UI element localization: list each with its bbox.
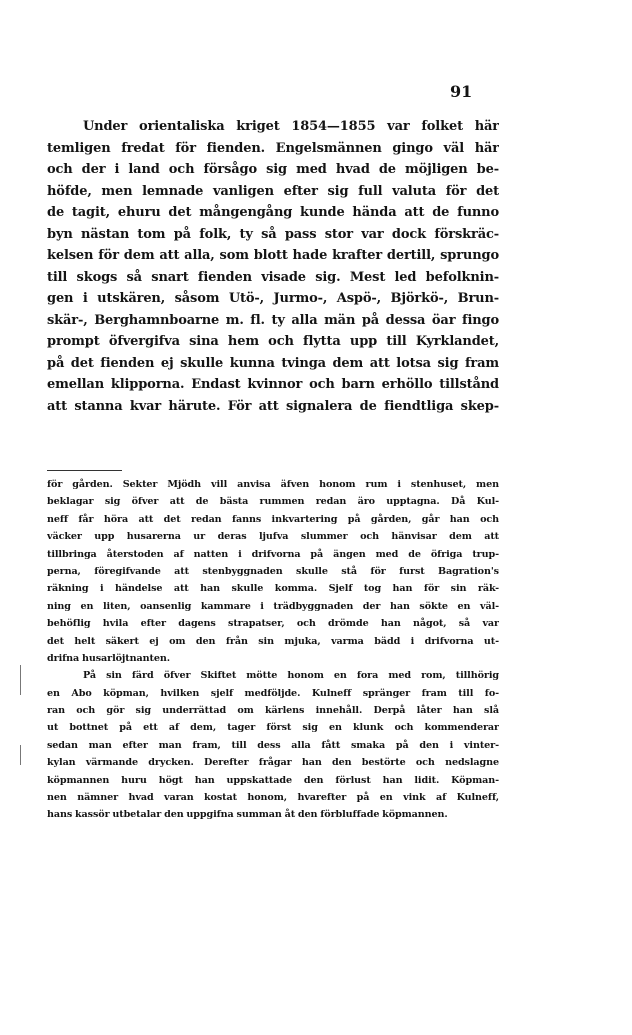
text-line: prompt öfvergifva sina hem och flytta upp till Kyrklandet,	[47, 334, 499, 349]
footnote-line: nen nämner hvad varan kostat honom, hvarefter på en vink af Kulneff,	[47, 792, 499, 804]
footnote-rule	[47, 470, 122, 471]
footnote-line: kylan värmande drycken. Derefter frågar han den bestörte och nedslagne	[47, 757, 499, 769]
text-line: Under orientaliska kriget 1854—1855 var folket här	[83, 119, 499, 134]
margin-mark	[20, 665, 21, 695]
text-line: byn nästan tom på folk, ty så pass stor var dock förskräc-	[47, 226, 499, 242]
footnote-line: köpmannen huru högt han uppskattade den förlust han lidit. Köpman-	[47, 774, 499, 786]
text-line: på det fienden ej skulle kunna tvinga dem att lotsa sig fram	[47, 355, 499, 371]
text-line: de tagit, ehuru det mångengång kunde hända att de funno	[47, 205, 499, 220]
footnote-line: På sin färd öfver Skiftet mötte honom en fora med rom, tillhörig	[83, 670, 499, 682]
footnote-line: tillbringa återstoden af natten i drifvorna på ängen med de öfriga trup-	[47, 548, 499, 560]
footnote-line: drifna husarlöjtnanten.	[47, 652, 170, 664]
footnote-line: ran och gör sig underrättad om kärlens innehåll. Derpå låter han slå	[47, 705, 499, 717]
page-number: 91	[450, 82, 473, 101]
footnote-line: för gården. Sekter Mjödh vill anvisa äfven honom rum i stenhuset, men	[47, 479, 499, 490]
footnote-line: det helt säkert ej om den från sin mjuka, varma bädd i drifvorna ut-	[47, 635, 499, 647]
main-text	[47, 116, 499, 417]
text-line: gen i utskären, såsom Utö-, Jurmo-, Aspö-, Björkö-, Brun-	[47, 291, 499, 306]
footnote-line: hans kassör utbetalar den uppgifna summan åt den förbluffade köpmannen.	[47, 809, 448, 821]
text-line: och der i land och försågo sig med hvad de möjligen be-	[47, 162, 499, 177]
text-line: höfde, men lemnade vanligen efter sig full valuta för det	[47, 183, 499, 199]
footnote-line: ut bottnet på ett af dem, tager först sig en klunk och kommenderar	[47, 722, 499, 734]
margin-mark	[20, 745, 21, 765]
text-line: till skogs så snart fienden visade sig. Mest led befolknin-	[47, 269, 499, 285]
text-line: temligen fredat för fienden. Engelsmännen gingo väl här	[47, 140, 499, 156]
footnote-line: beklagar sig öfver att de bästa rummen redan äro upptagna. Då Kul-	[47, 496, 499, 508]
footnote-line: väcker upp husarerna ur deras ljufva slummer och hänvisar dem att	[47, 531, 499, 543]
footnote-line: en Abo köpman, hvilken sjelf medföljde. Kulneff spränger fram till fo-	[47, 687, 499, 699]
footnote-line: perna, föregifvande att stenbyggnaden skulle stå för furst Bagration's	[47, 565, 499, 577]
text-line: att stanna kvar härute. För att signalera de fiendtliga skep-	[47, 398, 499, 414]
footnote	[47, 476, 499, 824]
text-line: emellan klipporna. Endast kvinnor och barn erhöllo tillstånd	[47, 377, 499, 392]
footnote-line: behöflig hvila efter dagens strapatser, och drömde han något, så var	[47, 618, 499, 630]
footnote-line: räkning i händelse att han skulle komma. Sjelf tog han för sin räk-	[47, 583, 499, 595]
text-line: skär-, Berghamnboarne m. fl. ty alla män på dessa öar fingo	[47, 312, 499, 328]
footnote-line: neff får höra att det redan fanns inkvartering på gården, går han och	[47, 513, 499, 525]
footnote-line: ning en liten, oansenlig kammare i trädbyggnaden der han sökte en väl-	[47, 600, 499, 612]
text-line: kelsen för dem att alla, som blott hade krafter dertill, sprungo	[47, 248, 499, 263]
footnote-line: sedan man efter man fram, till dess alla fått smaka på den i vinter-	[47, 739, 499, 751]
